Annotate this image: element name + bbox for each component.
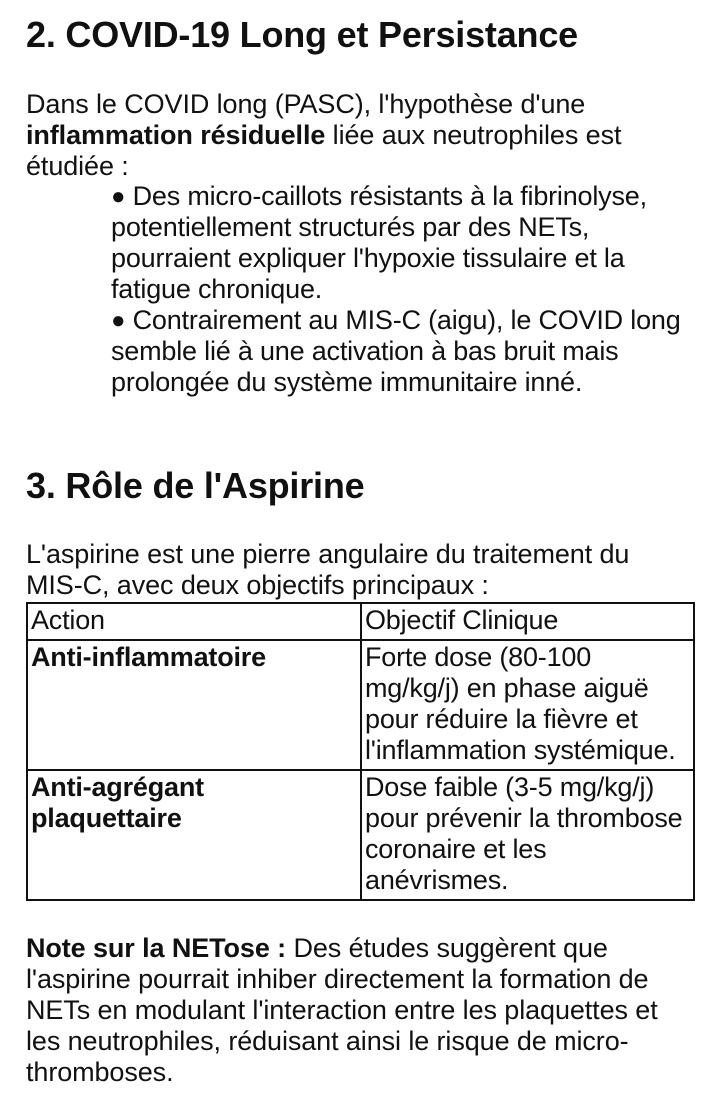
list-item [111, 181, 701, 305]
bullet-dot-icon: ● [111, 183, 126, 210]
aspirin-table [26, 602, 695, 901]
note-text: Des études suggèrent que l'aspirine pourrait inhiber directement la formation de NETs en modulant l'interaction entre les plaquettes et les neutrophiles, réduisant ainsi le risque de micro-thromboses. [26, 933, 658, 1087]
table-cell-action: Anti-inflammatoire [27, 640, 361, 770]
bullet-text: Contrairement au MIS-C (aigu), le COVID long semble lié à une activation à bas bruit mais prolongée du système immunitaire inné. [111, 305, 681, 397]
bullet-text: Des micro-caillots résistants à la fibrinolyse, potentiellement structurés par des NETs, pourraient expliquer l'hypoxie tissulaire et la fatigue chronique. [111, 181, 647, 304]
netose-note [26, 933, 696, 1088]
table-header-row [27, 603, 694, 640]
table-cell-action: Anti-agrégant plaquettaire [27, 770, 361, 900]
section-3-heading: 3. Rôle de l'Aspirine [26, 465, 365, 506]
intro-bold-term: inflammation résiduelle [26, 120, 326, 150]
aspirin-intro: L'aspirine est une pierre angulaire du traitement du MIS-C, avec deux objectifs principaux : [26, 539, 630, 600]
covid-long-intro [26, 89, 692, 182]
table-cell-objective: Dose faible (3-5 mg/kg/j) pour prévenir la thrombose coronaire et les anévrismes. [361, 770, 694, 900]
bullet-dot-icon: ● [111, 307, 126, 334]
list-item [111, 305, 701, 398]
note-label: Note sur la NETose : [26, 933, 287, 963]
section-2-heading: 2. COVID-19 Long et Persistance [26, 14, 578, 55]
column-header-objective: Objectif Clinique [361, 603, 694, 640]
column-header-action: Action [27, 603, 361, 640]
table-row [27, 640, 694, 770]
table-row [27, 770, 694, 900]
intro-text-start: Dans le COVID long (PASC), l'hypothèse d'une [26, 89, 586, 119]
table-cell-objective: Forte dose (80-100 mg/kg/j) en phase aiguë pour réduire la fièvre et l'inflammation systémique. [361, 640, 694, 770]
bullet-list [111, 181, 701, 398]
intro-text-end: liée aux neutrophiles est étudiée : [26, 120, 622, 181]
